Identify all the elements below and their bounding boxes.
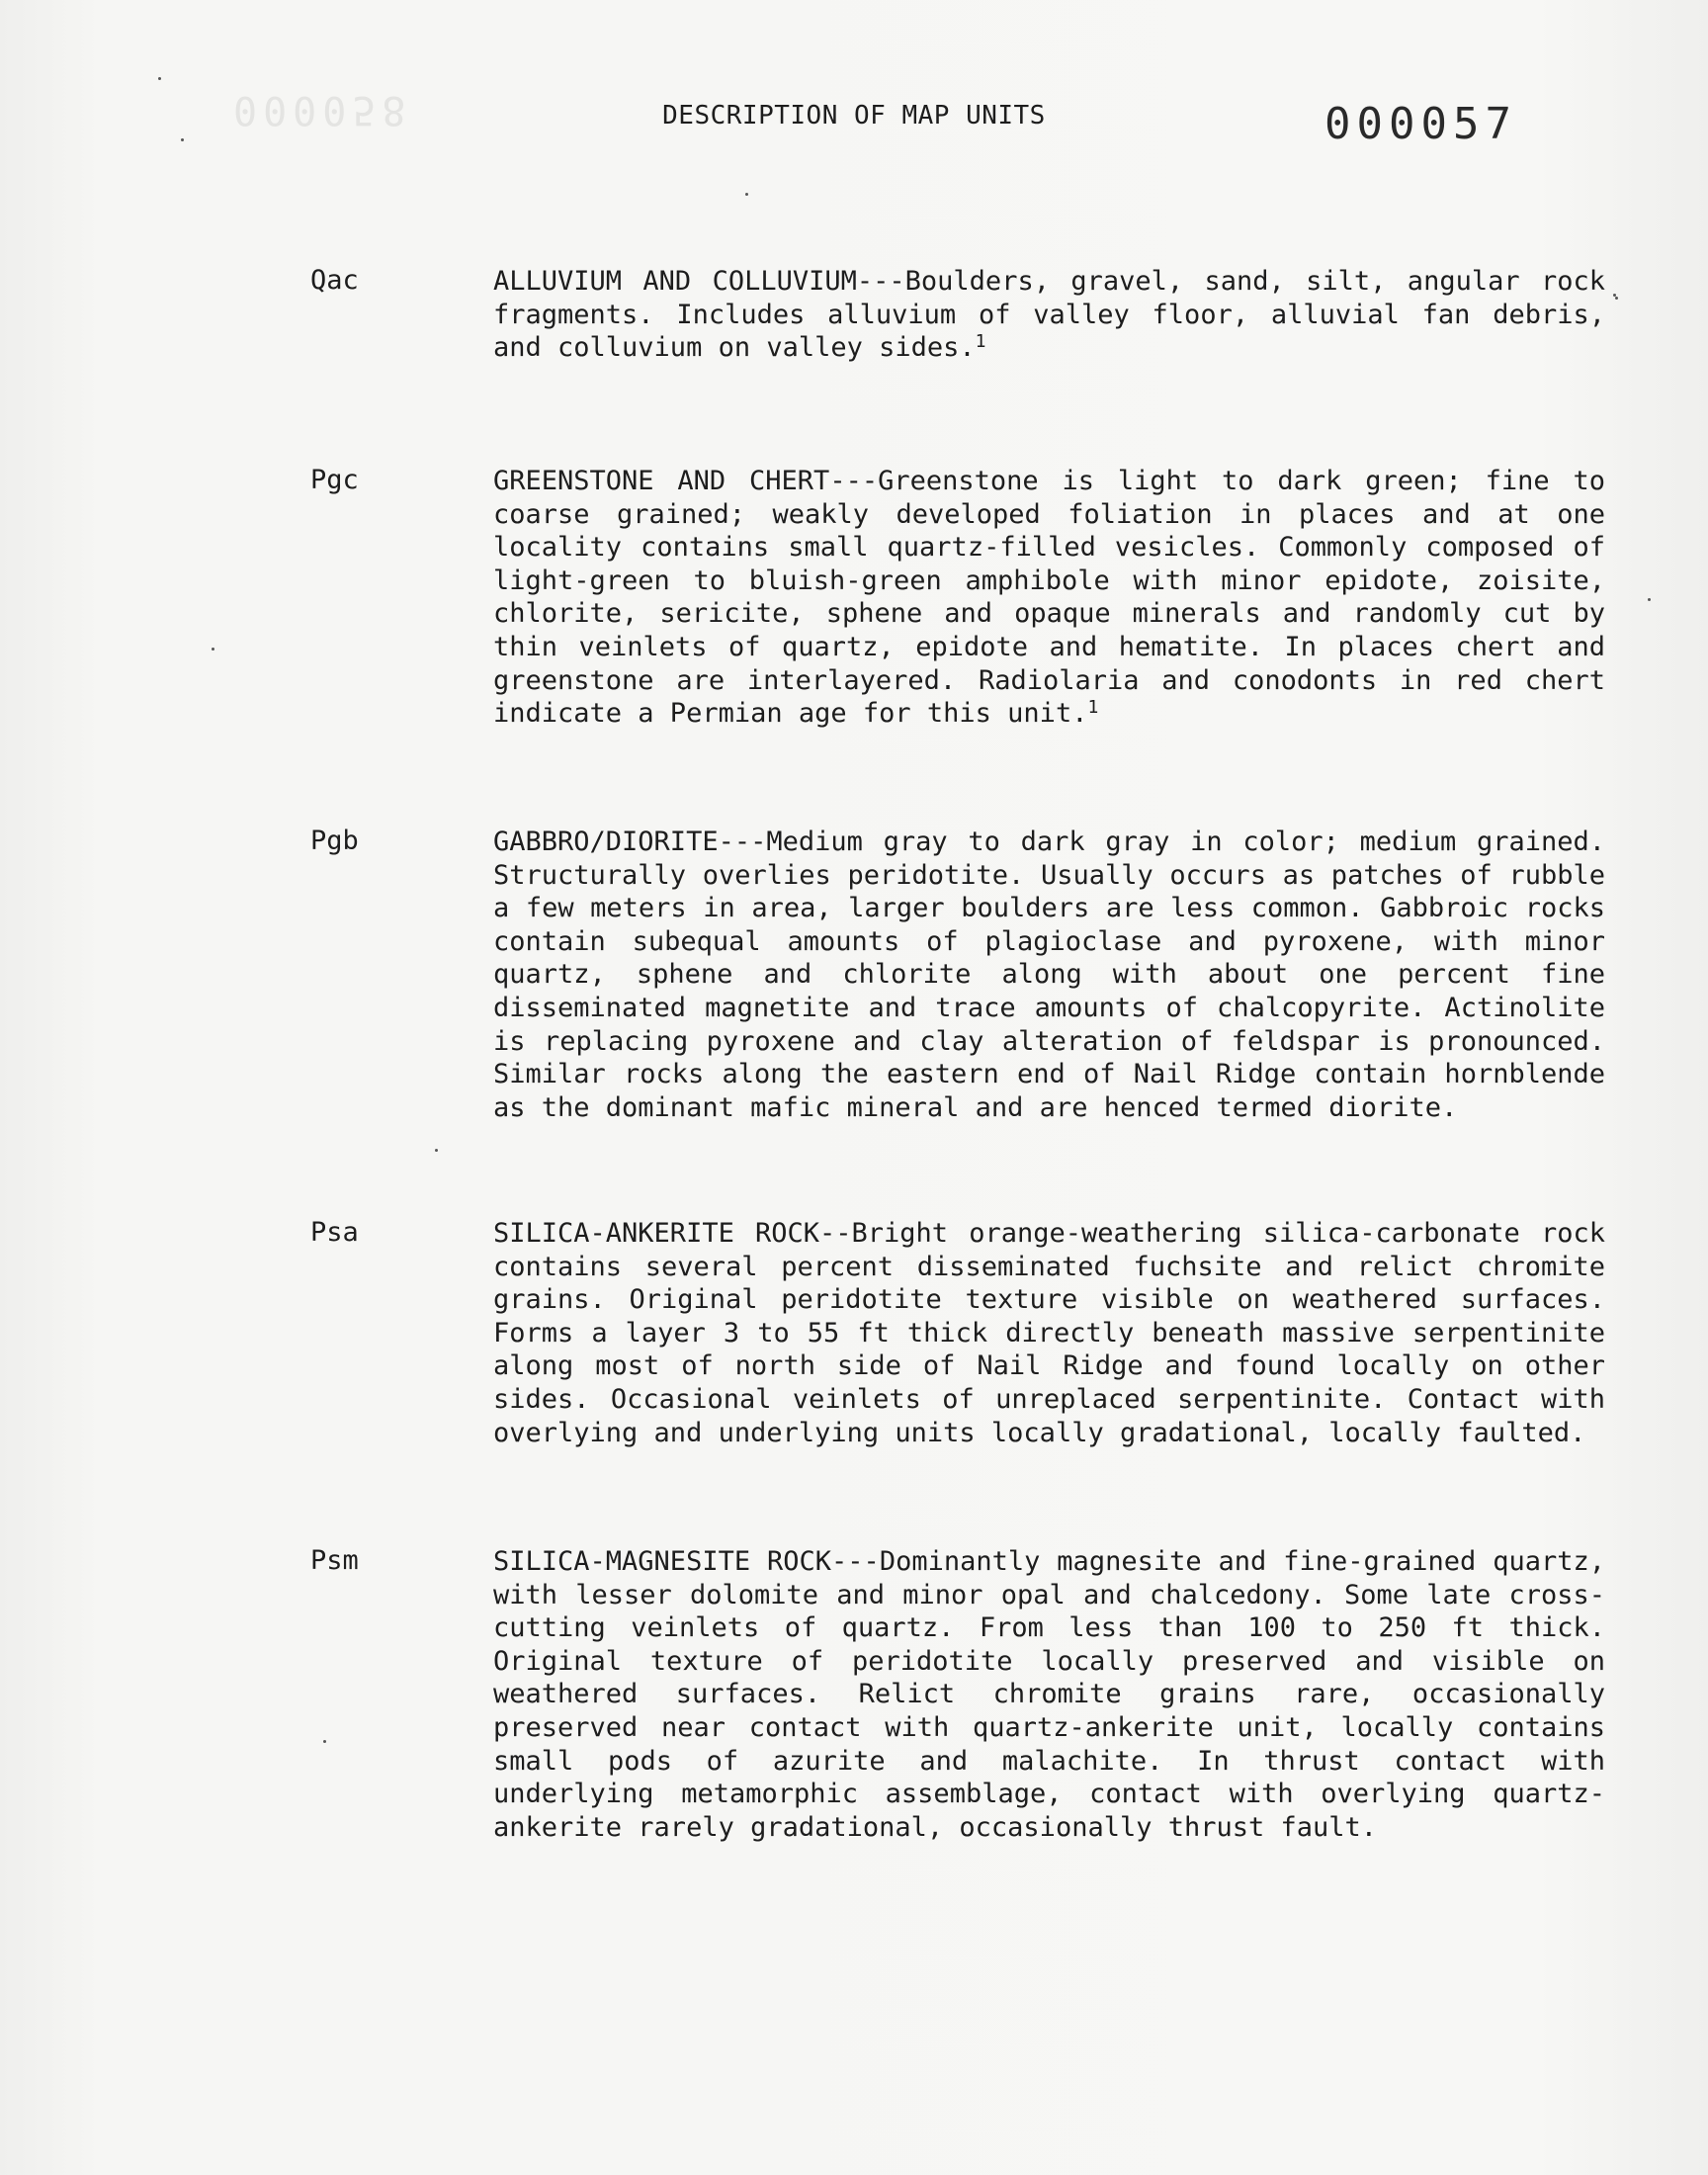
unit-name: SILICA-ANKERITE ROCK [493, 1218, 820, 1249]
unit-description [493, 826, 1605, 1124]
separator: -- [819, 1218, 852, 1249]
unit-name: GABBRO/DIORITE [493, 826, 719, 857]
unit-description [493, 465, 1605, 731]
unit-symbol: Psm [310, 1545, 359, 1576]
unit-symbol: Pgb [310, 826, 359, 856]
scan-speck [435, 1149, 438, 1152]
scan-speck [181, 138, 184, 141]
unit-text: Boulders, gravel, sand, silt, angular rock fragments. Includes alluvium of valley floor, alluvial fan debris, and colluvium on valley sides. [493, 266, 1605, 364]
unit-name: GREENSTONE AND CHERT [493, 466, 830, 496]
separator: --- [831, 1546, 880, 1577]
separator: --- [829, 466, 879, 496]
footnote-marker: 1 [1087, 697, 1099, 719]
separator: --- [856, 266, 905, 297]
page-number: 000057 [1324, 99, 1517, 149]
scan-speck [1613, 294, 1616, 297]
unit-name: ALLUVIUM AND COLLUVIUM [493, 266, 857, 297]
unit-symbol: Qac [310, 265, 359, 296]
unit-symbol: Psa [310, 1217, 359, 1248]
unit-text: Greenstone is light to dark green; fine to coarse grained; weakly developed foliation in places and at one locality contains small quartz-filled vesicles. Commonly composed of light-green to bluish-green amphibole with minor epidote, zoisite, chlorite, sericite, sphene and opaque minerals and randomly cut by thin veinlets of quartz, epidote and hematite. In places chert and greenstone are interlayered. Radiolaria and conodonts in red chert indicate a Permian age for this unit. [493, 466, 1605, 730]
separator: --- [718, 826, 767, 857]
unit-description [493, 1545, 1605, 1844]
unit-text: Medium gray to dark gray in color; medium grained. Structurally overlies peridotite. Usually occurs as patches of rubble a few meters in area, larger boulders are less common. Gabbroic rocks contain subequal amounts of plagioclase and pyroxene, with minor quartz, sphene and chlorite along with about one percent fine disseminated magnetite and trace amounts of chalcopyrite. Actinolite is replacing pyroxene and clay alteration of feldspar is pronounced. Similar rocks along the eastern end of Nail Ridge contain hornblende as the dominant mafic mineral and are henced termed diorite. [493, 826, 1605, 1123]
unit-description [493, 265, 1605, 365]
scan-speck [1615, 297, 1618, 300]
unit-text: Bright orange-weathering silica-carbonate rock contains several percent disseminated fuchsite and relict chromite grains. Original peridotite texture visible on weathered surfaces. Forms a layer 3 to 55 ft thick directly beneath massive serpentinite along most of north side of Nail Ridge and found locally on other sides. Occasional veinlets of unreplaced serpentinite. Contact with overlying and underlying units locally gradational, locally faulted. [493, 1218, 1605, 1448]
unit-name: SILICA-MAGNESITE ROCK [493, 1546, 832, 1577]
scan-speck [745, 193, 748, 196]
footnote-marker: 1 [975, 331, 986, 353]
unit-text: Dominantly magnesite and fine-grained quartz, with lesser dolomite and minor opal and chalcedony. Some late cross-cutting veinlets of quartz. From less than 100 to 250 ft thick. Original texture of peridotite locally preserved and visible on weathered surfaces. Relict chromite grains rare, occasionally preserved near contact with quartz-ankerite unit, locally contains small pods of azurite and malachite. In thrust contact with underlying metamorphic assemblage, contact with overlying quartz-ankerite rarely gradational, occasionally thrust fault. [493, 1546, 1605, 1843]
faint-page-number: 000058 [233, 87, 412, 132]
page-title: DESCRIPTION OF MAP UNITS [662, 101, 1046, 130]
unit-description [493, 1217, 1605, 1449]
scan-speck [158, 77, 161, 80]
unit-symbol: Pgc [310, 465, 359, 495]
scan-speck [323, 1740, 326, 1743]
scan-speck [1648, 598, 1651, 601]
scan-speck [212, 648, 214, 651]
